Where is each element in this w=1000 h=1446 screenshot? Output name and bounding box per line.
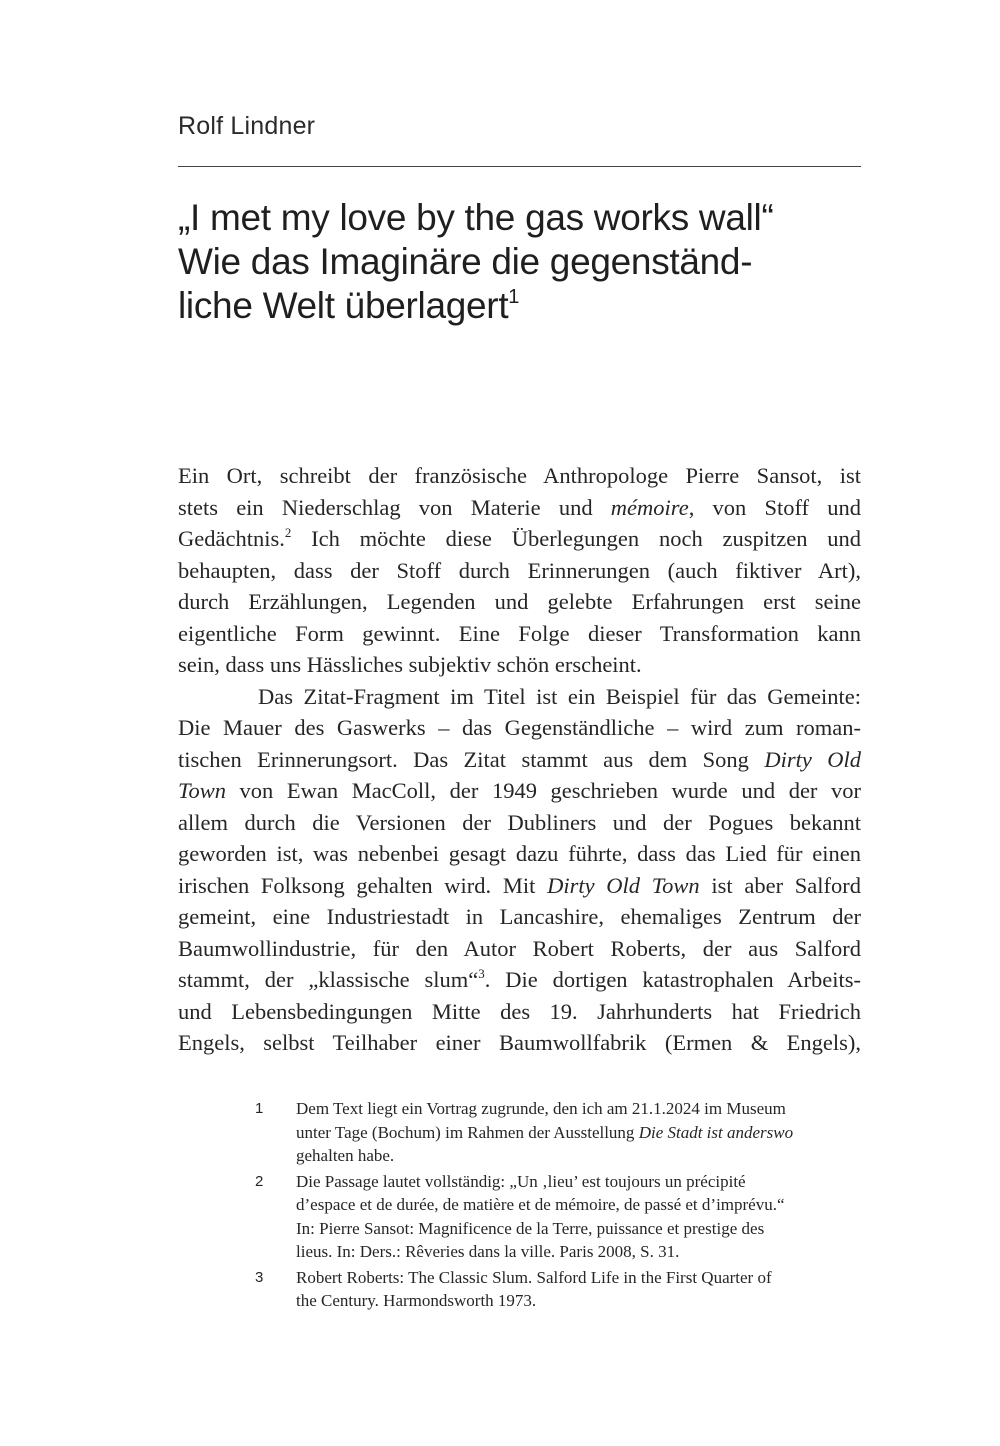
title-footnote-ref[interactable]: 1 xyxy=(508,286,520,308)
article-body xyxy=(178,460,861,1059)
footnote-text: unter Tage (Bochum) im Rahmen der Ausstellung xyxy=(296,1122,639,1142)
footnote-number: 2 xyxy=(255,1172,264,1190)
body-line: gemeint, eine Industriestadt in Lancashire, ehemaliges Zentrum der xyxy=(178,904,861,929)
body-line: Baumwollindustrie, für den Autor Robert Roberts, der aus Salford xyxy=(178,935,861,961)
paragraph-1 xyxy=(178,460,861,681)
footnote-1 xyxy=(255,1097,875,1168)
paragraph-2 xyxy=(178,681,861,1059)
body-line xyxy=(178,775,861,807)
body-text: ist aber Salford xyxy=(699,872,861,898)
footnote-3 xyxy=(255,1266,875,1313)
body-line: geworden ist, was nebenbei gesagt dazu führte, dass das Lied für einen xyxy=(178,841,861,866)
header-divider xyxy=(178,166,861,167)
footnote-line: the Century. Harmondsworth 1973. xyxy=(296,1291,537,1310)
footnote-number: 3 xyxy=(255,1268,264,1286)
body-text: , von Stoff und xyxy=(688,494,861,520)
body-text: stets ein Niederschlag von Materie und xyxy=(178,494,611,520)
body-text: von Ewan MacColl, der 1949 geschrieben wurde und der vor xyxy=(225,778,861,803)
footnote-line: Die Passage lautet vollständig: „Un ‚lieu’ est toujours un précipité xyxy=(296,1171,746,1191)
body-line: allem durch die Versionen der Dubliners und der Pogues bekannt xyxy=(178,809,861,835)
title-line-2: Wie das Imaginäre die gegenständ- xyxy=(178,241,753,282)
footnote-line xyxy=(296,1121,875,1145)
body-line xyxy=(178,492,861,524)
body-text: stammt, der „klassische slum“ xyxy=(178,967,479,992)
exhibition-title-italic: Die Stadt ist anderswo xyxy=(638,1122,794,1142)
body-line: Ein Ort, schreibt der französische Anthropologe Pierre Sansot, ist xyxy=(178,463,861,488)
article-title xyxy=(178,196,878,328)
footnote-ref-2[interactable]: 2 xyxy=(284,525,292,540)
body-line: und Lebensbedingungen Mitte des 19. Jahrhunderts hat Friedrich xyxy=(178,998,861,1024)
body-line xyxy=(178,964,861,996)
song-title-italic: Town xyxy=(178,778,226,803)
footnote-line: Robert Roberts: The Classic Slum. Salford Life in the First Quarter of xyxy=(296,1267,772,1287)
footnote-line: In: Pierre Sansot: Magnificence de la Terre, puissance et prestige des xyxy=(296,1218,765,1238)
body-line xyxy=(178,523,861,555)
title-line-1: „I met my love by the gas works wall“ xyxy=(178,197,774,238)
footnote-ref-3[interactable]: 3 xyxy=(478,966,485,981)
body-line xyxy=(178,744,861,776)
footnote-2 xyxy=(255,1170,875,1264)
footnote-line: Dem Text liegt ein Vortrag zugrunde, den ich am 21.1.2024 im Museum xyxy=(296,1099,786,1118)
body-text: Gedächtnis. xyxy=(178,526,285,551)
body-line: behaupten, dass der Stoff durch Erinnerungen (auch fiktiver Art), xyxy=(178,557,861,583)
author-name: Rolf Lindner xyxy=(178,112,316,140)
body-line: Das Zitat-Fragment im Titel ist ein Beispiel für das Gemeinte: xyxy=(258,683,861,709)
song-title-italic: Dirty Old xyxy=(764,746,861,772)
body-line xyxy=(178,870,861,902)
footnote-number: 1 xyxy=(255,1100,264,1117)
footnote-line: gehalten habe. xyxy=(296,1146,395,1165)
body-line: eigentliche Form gewinnt. Eine Folge dieser Transformation kann xyxy=(178,620,861,646)
body-text: . Die dortigen katastrophalen Arbeits- xyxy=(484,967,861,992)
body-italic: mémoire xyxy=(610,494,689,520)
body-text: irischen Folksong gehalten wird. Mit xyxy=(178,872,548,898)
body-line: Engels, selbst Teilhaber einer Baumwollfabrik (Ermen & Engels), xyxy=(178,1030,861,1055)
footnote-line: d’espace et de durée, de matière et de mémoire, de passé et d’imprévu.“ xyxy=(296,1195,785,1214)
body-text: Ich möchte diese Überlegungen noch zuspitzen und xyxy=(291,526,861,551)
title-line-3-text: liche Welt überlagert xyxy=(178,285,509,326)
body-line: durch Erzählungen, Legenden und gelebte Erfahrungen erst seine xyxy=(178,589,861,614)
title-line-3 xyxy=(178,284,878,328)
body-line: sein, dass uns Hässliches subjektiv schön erscheint. xyxy=(178,652,642,677)
body-text: tischen Erinnerungsort. Das Zitat stammt aus dem Song xyxy=(178,746,765,772)
body-line: Die Mauer des Gaswerks – das Gegenständliche – wird zum roman- xyxy=(178,715,861,740)
footnotes xyxy=(255,1097,875,1315)
footnote-line: lieus. In: Ders.: Rêveries dans la ville. Paris 2008, S. 31. xyxy=(296,1242,680,1261)
song-title-italic: Dirty Old Town xyxy=(547,872,700,898)
